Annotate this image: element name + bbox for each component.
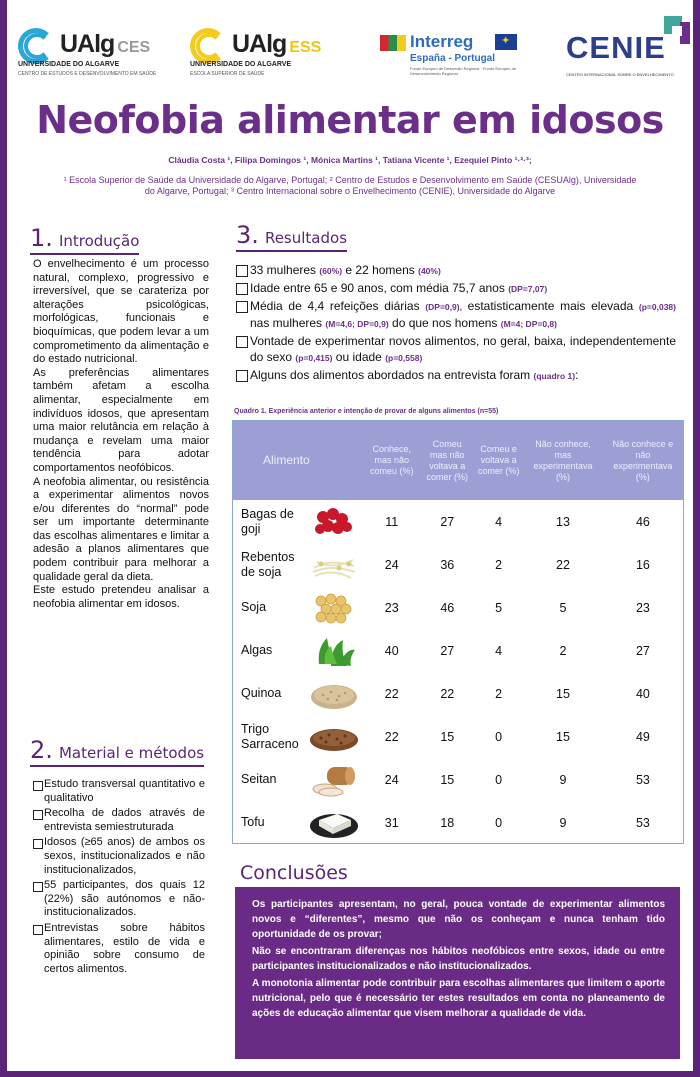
value-cell: 22	[440, 686, 455, 701]
logo-subtitle-2: CENTRO DE ESTUDOS E DESENVOLVIMENTO EM SAÚDE	[18, 71, 157, 77]
buckwheat-image	[309, 720, 359, 754]
value-cell: 16	[635, 557, 650, 572]
value-cell: 0	[495, 772, 503, 787]
food-label: Seitan	[241, 772, 277, 786]
logo-name: Interreg	[410, 32, 474, 51]
column-header: Não conhece, mas experimentava (%)	[533, 438, 593, 482]
value-cell: 11	[385, 514, 399, 529]
list-item: Entrevistas sobre hábitos alimentares, estilo de vida e opinião sobre consumo de certos alimentos.	[33, 922, 205, 976]
authors: Cláudia Costa ¹, Filipa Domingos ¹, Mónica Martins ¹, Tatiana Vicente ¹, Ezequiel Pinto ¹·²·³;	[168, 155, 532, 165]
value-cell: 22	[384, 729, 399, 744]
ualg-ring-icon	[196, 33, 222, 59]
food-label: Tofu	[241, 815, 265, 829]
value-cell: 15	[556, 686, 570, 701]
food-table	[232, 420, 684, 844]
value-cell: 36	[440, 557, 455, 572]
table-row	[233, 801, 683, 844]
value-cell: 23	[384, 600, 399, 615]
value-cell: 27	[440, 643, 455, 658]
table-row	[233, 543, 683, 586]
intro-text	[33, 258, 209, 611]
quinoa-image	[309, 677, 359, 711]
value-cell: 31	[384, 815, 399, 830]
food-label: Rebentos de soja	[241, 549, 295, 579]
value-cell: 4	[495, 514, 503, 529]
table-row	[233, 672, 683, 715]
list-item: Idade entre 65 e 90 anos, com média 75,7 anos (DP=7,07)	[236, 280, 676, 297]
list-item: 55 participantes, dos quais 12 (22%) são autónomos e não-institucionalizados.	[33, 879, 205, 920]
poster-frame-bottom	[0, 1071, 700, 1077]
column-header: Não conhece e não experimentava (%)	[612, 438, 674, 482]
column-header: Comeu mas não voltava a comer (%)	[426, 438, 469, 482]
value-cell: 9	[559, 815, 567, 830]
value-cell: 5	[559, 600, 567, 615]
food-cell	[233, 801, 363, 844]
value-cell: 23	[635, 600, 650, 615]
paragraph: Este estudo pretendeu analisar a neofobia alimentar em idosos.	[33, 584, 209, 610]
value-cell: 40	[384, 643, 399, 658]
logo-subtitle-2: ESCOLA SUPERIOR DE SAÚDE	[190, 71, 265, 77]
table-row	[233, 629, 683, 672]
value-cell: 5	[495, 600, 503, 615]
value-cell: 9	[559, 772, 567, 787]
food-cell	[233, 586, 363, 629]
cenie-logo	[562, 22, 682, 82]
logo-subtitle: CENTRO INTERNACIONAL SOBRE O ENVELHECIMENTO	[566, 72, 674, 77]
list-item: 33 mulheres (60%) e 22 homens (40%)	[236, 262, 676, 279]
paragraph: A monotonia alimentar pode contribuir para escolhas alimentares que limitem o aporte nutricional, pelo que é necessário ter estes resultados em conta no planeamento de ações de educação alimentar que visem melhorar a qualidade de vida.	[252, 978, 665, 1019]
affiliations: ¹ Escola Superior de Saúde da Universidade do Algarve, Portugal; ² Centro de Estudos e Desenvolvimento em Saúde (CESUAlg), Universidade do Algarve, Portugal; ³ Centro Internacional sobre o Envelhecimento (CENIE), Universidade do Algarve	[63, 175, 637, 196]
table-row	[233, 715, 683, 758]
methods-list	[33, 778, 205, 978]
list-item: Vontade de experimentar novos alimentos, no geral, baixa, independentemente do sexo (p=0,415) ou idade (p=0,558)	[236, 333, 676, 366]
column-header: Comeu e voltava a comer (%)	[477, 444, 520, 476]
value-cell: 22	[384, 686, 399, 701]
section-heading-intro: 1. Introdução	[30, 224, 139, 255]
logo-subtitle: UNIVERSIDADE DO ALGARVE	[190, 61, 292, 68]
table-caption: Quadro 1. Experiência anterior e intenção de provar de alguns alimentos (n=55)	[234, 408, 499, 415]
value-cell: 2	[559, 643, 567, 658]
logo-suffix: CES	[117, 39, 151, 56]
value-cell: 15	[440, 772, 455, 787]
section-heading-conclusions: Conclusões	[240, 862, 348, 884]
column-header: Conhece, mas não comeu (%)	[369, 444, 414, 476]
logo-subtitle: España - Portugal	[410, 53, 496, 64]
logo-suffix: ESS	[289, 39, 322, 56]
food-cell	[233, 715, 363, 758]
list-item: Média de 4,4 refeições diárias (DP=0,9), estatisticamente mais elevada (p=0,038) nas mulheres (M=4,6; DP=0,9) do que nos homens (M=4; DP=0,8)	[236, 298, 676, 332]
seitan-image	[309, 763, 359, 797]
ualg-ring-icon	[24, 33, 50, 59]
table-row	[233, 586, 683, 629]
value-cell: 15	[440, 729, 455, 744]
section-heading-results: 3. Resultados	[236, 221, 347, 252]
paragraph: Não se encontraram diferenças nos hábitos neofóbicos entre sexos, idade ou entre participantes institucionalizados e não institucionalizados.	[252, 946, 665, 972]
food-label: Algas	[241, 643, 273, 657]
poster-title: Neofobia alimentar em idosos	[36, 98, 664, 142]
food-cell	[233, 629, 363, 672]
logo-name: UAlg	[232, 30, 287, 58]
food-label: Soja	[241, 600, 267, 614]
paragraph: O envelhecimento é um processo natural, complexo, progressivo e irreversível, que se carateriza por alterações psicológicas, morfológicas, funcionais e bioquímicas, que podem levar a um comprometimento da alimentação e do estado nutricional.	[33, 258, 209, 366]
value-cell: 27	[635, 643, 650, 658]
food-cell	[233, 543, 363, 586]
tofu-image	[309, 806, 359, 840]
list-item: Estudo transversal quantitativo e qualitativo	[33, 778, 205, 805]
value-cell: 53	[635, 815, 650, 830]
goji-berries-image	[309, 505, 359, 539]
value-cell: 0	[495, 729, 503, 744]
list-item: Idosos (≥65 anos) de ambos os sexos, institucionalizados e não institucionalizados,	[33, 836, 205, 877]
bean-sprouts-image	[309, 548, 359, 582]
value-cell: 27	[440, 514, 455, 529]
value-cell: 15	[556, 729, 570, 744]
results-list	[236, 262, 676, 385]
value-cell: 24	[384, 557, 399, 572]
paragraph: As preferências alimentares também afetam a escolha alimentar, especialmente em indivíduos idosos, que apresentam uma maior relutância em relação à mudança e revelam uma maior tendência para adotar comportamentos neofóbicos.	[33, 366, 209, 474]
value-cell: 18	[440, 815, 455, 830]
value-cell: 2	[495, 557, 503, 572]
logo-subtitle-2: Fondo Europeo de Desarrollo Regional · Fundo Europeu de Desenvolvimento Regional	[410, 66, 517, 76]
logo-name: UAlg	[60, 30, 115, 58]
food-cell	[233, 672, 363, 715]
soybeans-image	[309, 591, 359, 625]
food-cell	[233, 758, 363, 801]
ualg-ces-logo	[18, 22, 188, 82]
column-header: Alimento	[263, 453, 310, 467]
value-cell: 24	[384, 772, 399, 787]
logo-subtitle: UNIVERSIDADE DO ALGARVE	[18, 61, 120, 68]
value-cell: 49	[635, 729, 650, 744]
table-row	[233, 500, 683, 543]
interreg-flag-icon	[380, 35, 406, 51]
value-cell: 53	[635, 772, 650, 787]
value-cell: 22	[556, 557, 570, 572]
value-cell: 4	[495, 643, 503, 658]
list-item: Recolha de dados através de entrevista semiestruturada	[33, 807, 205, 834]
food-cell	[233, 500, 363, 543]
eu-flag-icon	[495, 34, 517, 50]
section-heading-methods: 2. Material e métodos	[30, 736, 204, 767]
table-row	[233, 758, 683, 801]
paragraph: A neofobia alimentar, ou resistência a experimentar alimentos novos e/ou diferentes do “normal” pode ser um importante determinante das escolhas alimentares e limitar a adesão a planos alimentares que podem contribuir para melhorar a qualidade geral da dieta.	[33, 475, 209, 583]
value-cell: 46	[635, 514, 650, 529]
food-label: Trigo Sarraceno	[241, 721, 299, 751]
value-cell: 40	[635, 686, 650, 701]
conclusions-box	[235, 887, 680, 1059]
food-label: Quinoa	[241, 686, 282, 700]
logo-name: CENIE	[566, 30, 666, 65]
food-label: Bagas de goji	[241, 506, 294, 536]
ualg-ess-logo	[190, 22, 350, 82]
value-cell: 13	[556, 514, 570, 529]
value-cell: 2	[495, 686, 503, 701]
interreg-logo	[380, 22, 530, 82]
list-item: Alguns dos alimentos abordados na entrevista foram (quadro 1):	[236, 367, 676, 384]
paragraph: Os participantes apresentam, no geral, pouca vontade de experimentar alimentos novos e “diferentes”, mesmo que não os conheçam e nunca tenham tido oportunidade de os provar;	[252, 899, 665, 940]
value-cell: 0	[495, 815, 503, 830]
table-header-row	[233, 421, 683, 500]
seaweed-image	[309, 634, 359, 668]
value-cell: 46	[440, 600, 455, 615]
